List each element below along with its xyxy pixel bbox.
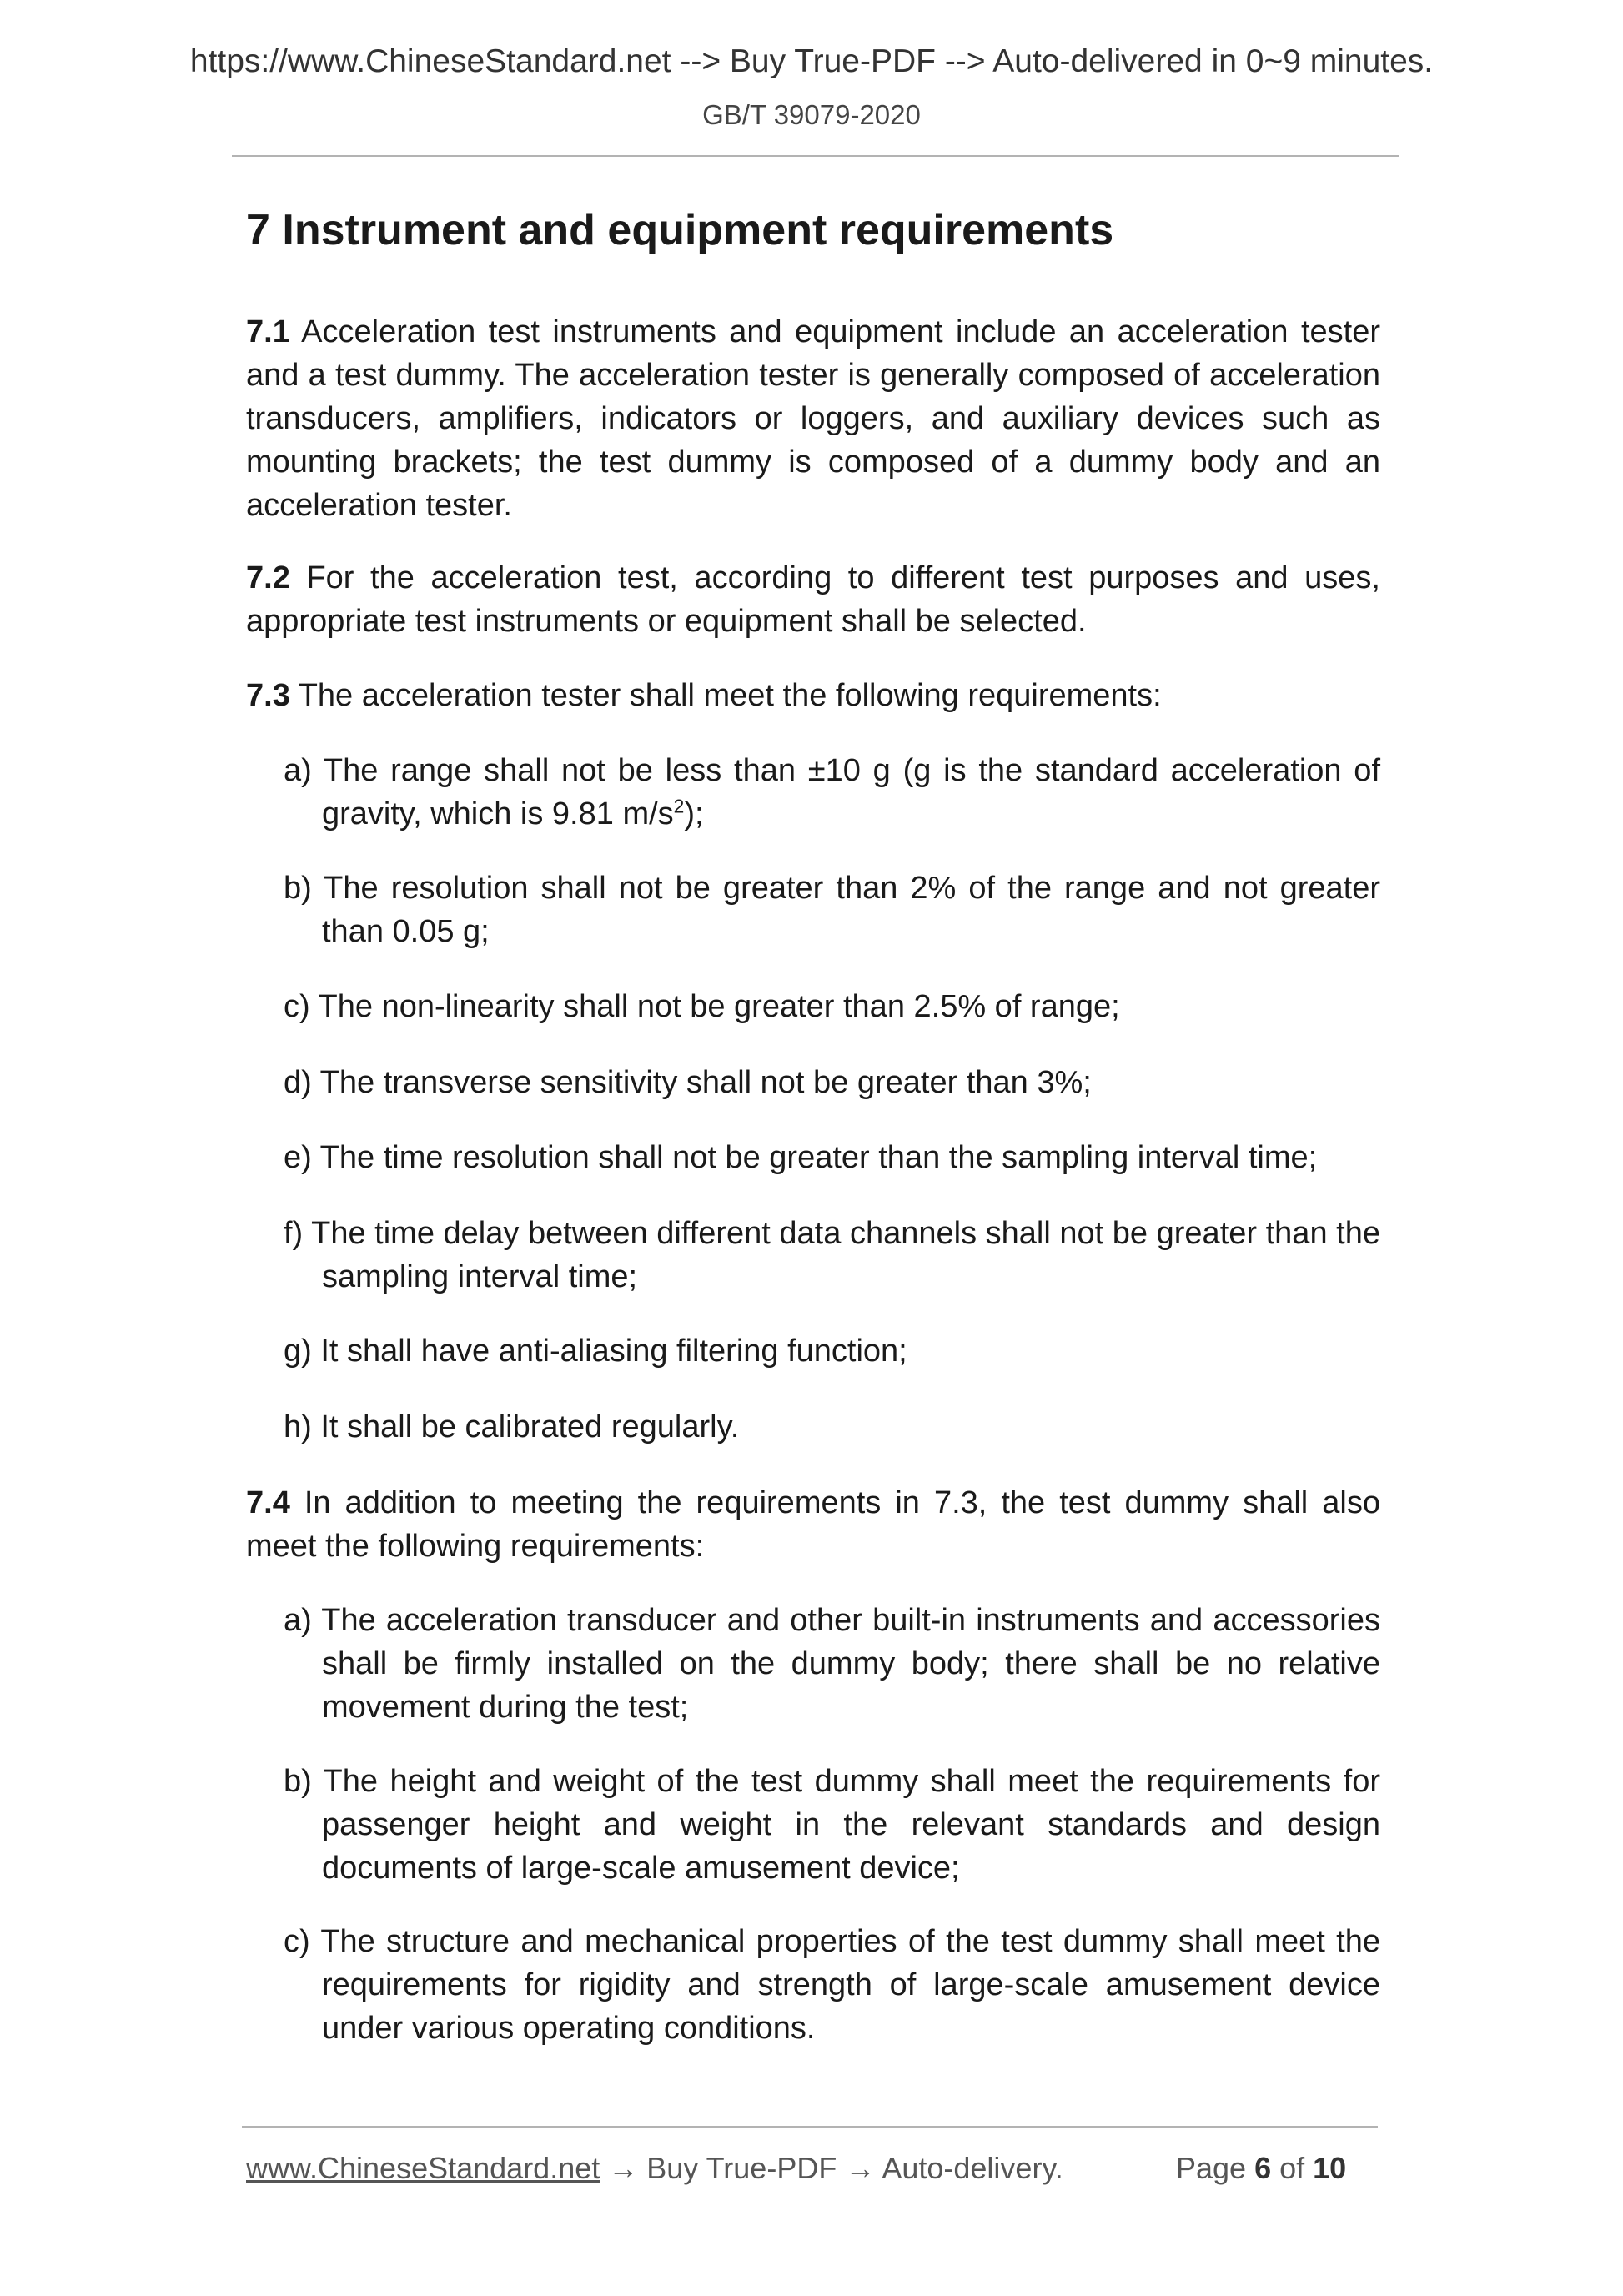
page-total: 10 (1313, 2151, 1347, 2185)
list-item-7-3-b: b) The resolution shall not be greater than 2% of the range and not greater than 0.05 g; (284, 871, 1380, 949)
page-label: Page (1176, 2151, 1255, 2185)
clause-number: 7.1 (246, 314, 290, 349)
list-item-7-3-a (284, 749, 1380, 836)
item-text: a) The range shall not be less than ±10 g (g is the standard acceleration of gravity, which is 9.81 m/s (284, 753, 1380, 831)
list-item-7-4-a: a) The acceleration transducer and other built-in instruments and accessories shall be firmly installed on the dummy body; there shall be no relative movement during the test; (284, 1603, 1380, 1725)
footer-left (246, 2151, 1063, 2186)
clause-number: 7.3 (246, 678, 290, 713)
list-item-7-3-f: f) The time delay between different data channels shall not be greater than the sampling interval time; (284, 1216, 1380, 1294)
list-item-7-3-g: g) It shall have anti-aliasing filtering function; (284, 1334, 907, 1369)
header-divider (232, 155, 1399, 157)
footer-arrow-text-1: → Buy True-PDF (600, 2151, 846, 2185)
clause-number: 7.2 (246, 560, 290, 595)
list-item-7-3-h: h) It shall be calibrated regularly. (284, 1409, 740, 1444)
footer-divider (242, 2126, 1378, 2128)
clause-text: In addition to meeting the requirements in 7.3, the test dummy shall also meet the following requirements: (246, 1485, 1380, 1564)
item-text-end: ); (684, 796, 704, 831)
clause-text: For the acceleration test, according to different test purposes and uses, appropriate test instruments or equipment shall be selected. (246, 560, 1380, 639)
clause-7-1 (246, 310, 1380, 527)
list-item-7-3-d: d) The transverse sensitivity shall not be greater than 3%; (284, 1065, 1092, 1100)
superscript: 2 (673, 795, 685, 817)
section-title: 7 Instrument and equipment requirements (246, 206, 1114, 254)
clause-text: Acceleration test instruments and equipment include an acceleration tester and a test dummy. The acceleration tester is generally composed of acceleration transducers, amplifiers, indicators or loggers, and auxiliary devices such as mounting brackets; the test dummy is composed of a dummy body and an acceleration tester. (246, 314, 1380, 523)
clause-text: The acceleration tester shall meet the following requirements: (289, 678, 1162, 713)
footer-link[interactable]: www.ChineseStandard.net (246, 2151, 600, 2185)
of-label: of (1271, 2151, 1314, 2185)
list-item-7-4-c: c) The structure and mechanical properties of the test dummy shall meet the requirements for rigidity and strength of large-scale amusement device under various operating conditions. (284, 1924, 1380, 2046)
clause-7-3 (246, 674, 1380, 717)
page-indicator (1176, 2151, 1346, 2186)
top-banner-text: https://www.ChineseStandard.net --> Buy True-PDF --> Auto-delivered in 0~9 minutes. (189, 43, 1434, 79)
clause-7-2 (246, 556, 1380, 643)
list-item-7-4-b: b) The height and weight of the test dummy shall meet the requirements for passenger height and weight in the relevant standards and design documents of large-scale amusement device; (284, 1764, 1380, 1886)
footer-arrow-text-2: → Auto-delivery. (845, 2151, 1063, 2185)
list-item-7-3-c: c) The non-linearity shall not be greater than 2.5% of range; (284, 989, 1120, 1024)
clause-7-4 (246, 1481, 1380, 1568)
page-number: 6 (1254, 2151, 1272, 2185)
standard-code: GB/T 39079-2020 (702, 99, 921, 130)
list-item-7-3-e: e) The time resolution shall not be greater than the sampling interval time; (284, 1140, 1318, 1175)
clause-number: 7.4 (246, 1485, 290, 1520)
